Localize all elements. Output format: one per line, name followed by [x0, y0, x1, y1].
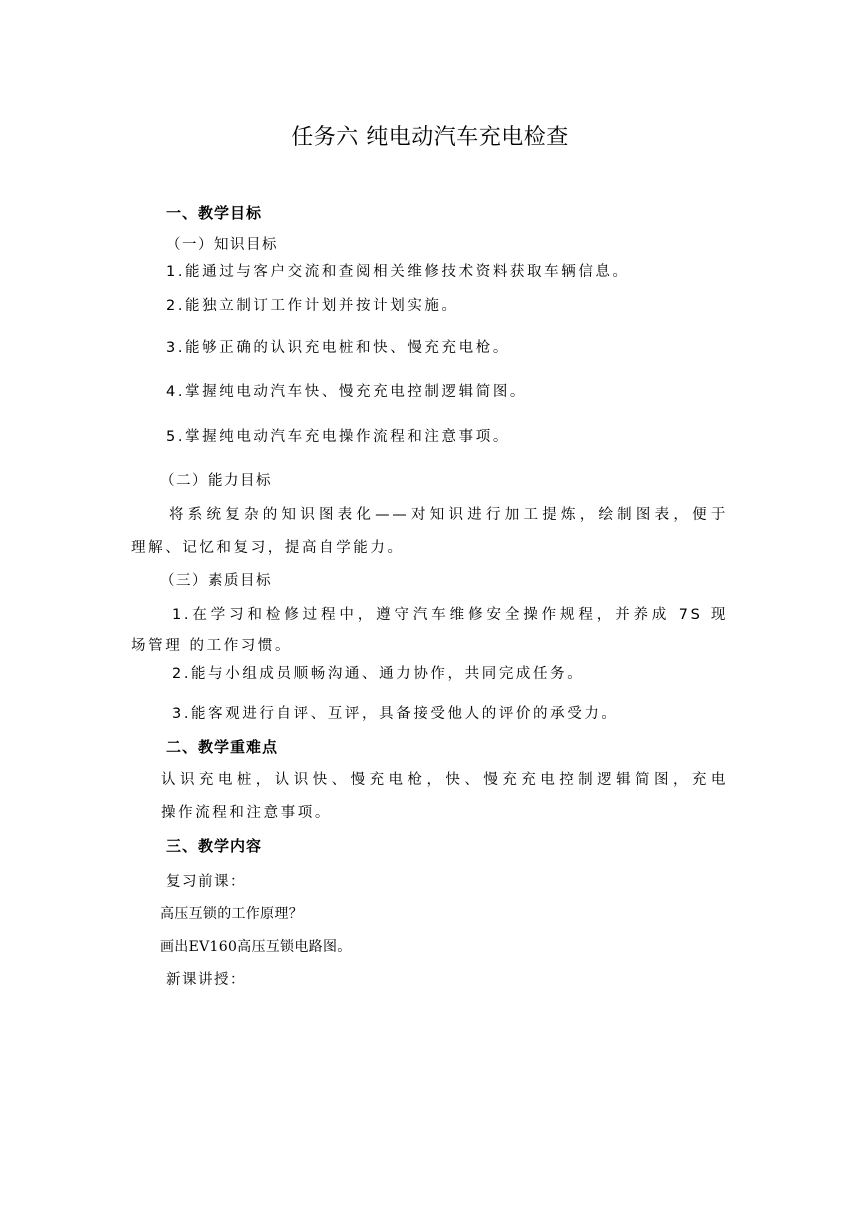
quality-item-3: 3.能客观进行自评、互评，具备接受他人的评价的承受力。 — [172, 706, 619, 722]
knowledge-item-1: 1.能通过与客户交流和查阅相关维修技术资料获取车辆信息。 — [166, 264, 630, 280]
knowledge-item-5: 5.掌握纯电动汽车充电操作流程和注意事项。 — [166, 429, 510, 445]
knowledge-item-2: 2.能独立制订工作计划并按计划实施。 — [166, 298, 459, 314]
review-label: 复习前课： — [166, 874, 246, 890]
subheading-ability-goals: （二）能力目标 — [160, 473, 272, 489]
subheading-knowledge-goals: （一）知识目标 — [166, 237, 278, 253]
quality-item-1-line-2: 场管理 的工作习惯。 — [131, 638, 293, 654]
ability-paragraph-line-1: 将系统复杂的知识图表化——对知识进行加工提炼，绘制图表，便于 — [169, 507, 728, 523]
knowledge-item-3: 3.能够正确的认识充电桩和快、慢充充电枪。 — [166, 340, 510, 356]
section-heading-key-points: 二、教学重难点 — [166, 738, 279, 756]
review-question-2: 画出EV160高压互锁电路图。 — [160, 939, 352, 955]
document-title: 任务六 纯电动汽车充电检查 — [291, 125, 569, 150]
key-points-line-1: 认识充电桩，认识快、慢充电枪，快、慢充充电控制逻辑简图，充电 — [161, 772, 728, 788]
new-lesson-label: 新课讲授： — [166, 972, 246, 988]
subheading-quality-goals: （三）素质目标 — [160, 573, 272, 589]
quality-item-2: 2.能与小组成员顺畅沟通、通力协作，共同完成任务。 — [172, 666, 585, 682]
review-question-1: 高压互锁的工作原理？ — [160, 906, 303, 922]
quality-item-1-line-1: 1.在学习和检修过程中，遵守汽车维修安全操作规程，并养成 7S 现 — [172, 607, 728, 623]
section-heading-teaching-goals: 一、教学目标 — [166, 204, 263, 222]
key-points-line-2: 操作流程和注意事项。 — [161, 805, 332, 821]
ability-paragraph-line-2: 理解、记忆和复习，提高自学能力。 — [131, 540, 405, 556]
section-heading-teaching-content: 三、教学内容 — [166, 837, 263, 855]
knowledge-item-4: 4.掌握纯电动汽车快、慢充充电控制逻辑简图。 — [166, 384, 528, 400]
